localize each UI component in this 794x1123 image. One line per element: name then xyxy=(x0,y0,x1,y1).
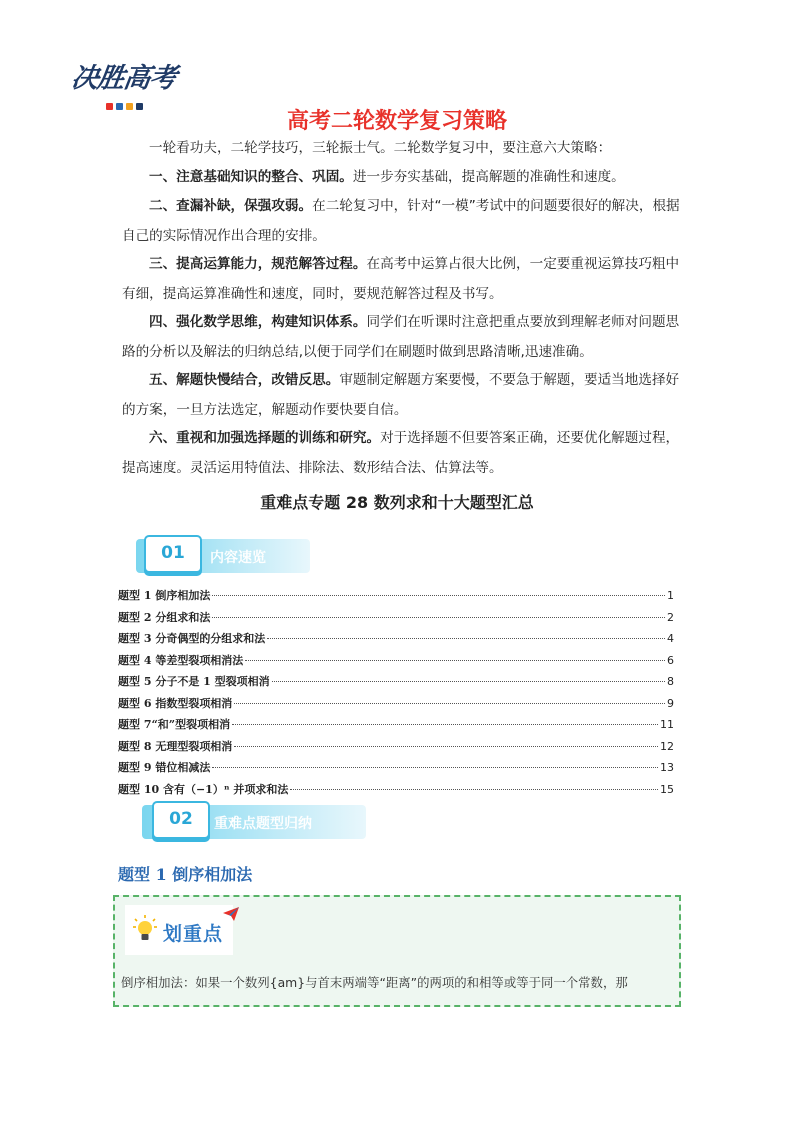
toc-leader-dots xyxy=(234,703,665,704)
topic-subtitle: 重难点专题 28 数列求和十大题型汇总 xyxy=(260,493,534,512)
strategy-6-heading: 六、重视和加强选择题的训练和研究。 xyxy=(149,430,381,446)
toc-item-title: 题型 9 错位相减法 xyxy=(118,761,211,774)
toc-item-page: 6 xyxy=(667,653,674,667)
strategy-1-heading: 一、注意基础知识的整合、巩固。 xyxy=(149,169,353,185)
strategy-1 xyxy=(122,163,682,193)
strategy-2-text: 在二轮复习中，针对“一模”考试中的问题要很好的解决，根据自己的实际情况作出合理的安排。 xyxy=(122,198,680,244)
toc-item-page: 2 xyxy=(667,610,674,624)
toc-item[interactable] xyxy=(118,736,674,758)
toc-item[interactable] xyxy=(118,757,674,779)
toc-leader-dots xyxy=(234,746,658,747)
section-banner-types xyxy=(142,803,366,841)
page-title: 高考二轮数学复习策略 xyxy=(286,109,507,134)
toc-item-page: 12 xyxy=(660,739,674,753)
paper-plane-icon xyxy=(223,907,239,921)
toc-item[interactable] xyxy=(118,585,674,607)
toc-item-page: 9 xyxy=(667,696,674,710)
intro-paragraph: 一轮看功夫，二轮学技巧，三轮振士气。二轮数学复习中，要注意六大策略： xyxy=(149,140,612,156)
toc-item-title: 题型 5 分子不是 1 型裂项相消 xyxy=(118,675,270,688)
toc-item-title: 题型 4 等差型裂项相消法 xyxy=(118,653,244,667)
logo-text: 决胜高考 xyxy=(69,63,178,94)
toc-leader-dots xyxy=(245,660,665,661)
toc-leader-dots xyxy=(272,681,665,682)
section-number: 01 xyxy=(144,535,202,573)
toc-item-page: 4 xyxy=(667,632,674,645)
toc-item[interactable] xyxy=(118,779,674,801)
strategy-4 xyxy=(122,308,682,367)
type-1-heading: 题型 1 倒序相加法 xyxy=(118,865,253,884)
strategy-5 xyxy=(122,366,682,425)
toc-item-title: 题型 8 无理型裂项相消 xyxy=(118,739,233,753)
toc-item[interactable] xyxy=(118,628,674,650)
toc-leader-dots xyxy=(232,724,658,725)
lightbulb-icon xyxy=(133,915,157,943)
section-label: 重难点题型归纳 xyxy=(214,816,312,832)
toc-item-page: 1 xyxy=(667,589,674,602)
toc-item[interactable] xyxy=(118,671,674,693)
strategy-4-text: 同学们在听课时注意把重点要放到理解老师对问题思路的分析以及解法的归纳总结,以便于同学们在刷题时做到思路清晰,迅速准确。 xyxy=(122,314,680,360)
table-of-contents xyxy=(118,585,674,800)
section-banner-contents xyxy=(136,537,310,575)
toc-item-title: 题型 3 分奇偶型的分组求和法 xyxy=(118,632,266,645)
toc-item[interactable] xyxy=(118,607,674,629)
key-point-label: 划重点 xyxy=(163,923,224,945)
toc-item-title: 题型 7“和”型裂项相消 xyxy=(118,718,231,731)
toc-item-page: 13 xyxy=(660,761,674,774)
toc-item-page: 15 xyxy=(660,782,674,796)
toc-leader-dots xyxy=(267,638,665,639)
key-point-badge xyxy=(125,905,233,955)
toc-item[interactable] xyxy=(118,650,674,672)
strategy-2 xyxy=(122,192,682,251)
toc-item[interactable] xyxy=(118,693,674,715)
strategy-6 xyxy=(122,424,682,483)
strategy-5-heading: 五、解题快慢结合，改错反思。 xyxy=(149,372,340,388)
toc-leader-dots xyxy=(212,767,658,768)
toc-item-page: 11 xyxy=(660,718,674,731)
strategy-4-heading: 四、强化数学思维，构建知识体系。 xyxy=(149,314,367,330)
strategy-3-text: 在高考中运算占很大比例，一定要重视运算技巧粗中有细，提高运算准确性和速度，同时，要规范解答过程及书写。 xyxy=(122,256,680,302)
strategy-5-text: 审题制定解题方案要慢，不要急于解题，要适当地选择好的方案，一旦方法选定，解题动作要快要自信。 xyxy=(122,372,680,418)
key-point-box xyxy=(113,895,681,1007)
toc-leader-dots xyxy=(290,789,658,790)
toc-item-title: 题型 6 指数型裂项相消 xyxy=(118,696,233,710)
toc-item-title: 题型 1 倒序相加法 xyxy=(118,589,211,602)
toc-item-title: 题型 10 含有（−1）ⁿ 并项求和法 xyxy=(118,782,289,796)
strategy-1-text: 进一步夯实基础，提高解题的准确性和速度。 xyxy=(352,169,625,185)
strategy-3-heading: 三、提高运算能力，规范解答过程。 xyxy=(149,256,367,272)
toc-item-title: 题型 2 分组求和法 xyxy=(118,610,211,624)
toc-item[interactable] xyxy=(118,714,674,736)
strategy-3 xyxy=(122,250,682,309)
toc-leader-dots xyxy=(212,617,665,618)
toc-leader-dots xyxy=(212,595,665,596)
toc-item-page: 8 xyxy=(667,675,674,688)
section-label: 内容速览 xyxy=(210,550,266,566)
key-point-text: 倒序相加法：如果一个数列{am}与首末两端等“距离”的两项的和相等或等于同一个常数，那 xyxy=(121,975,628,990)
strategy-6-text: 对于选择题不但要答案正确，还要优化解题过程，提高速度。灵活运用特值法、排除法、数形结合法、估算法等。 xyxy=(122,430,680,476)
strategy-2-heading: 二、查漏补缺，保强攻弱。 xyxy=(149,198,313,214)
section-number: 02 xyxy=(152,801,210,839)
